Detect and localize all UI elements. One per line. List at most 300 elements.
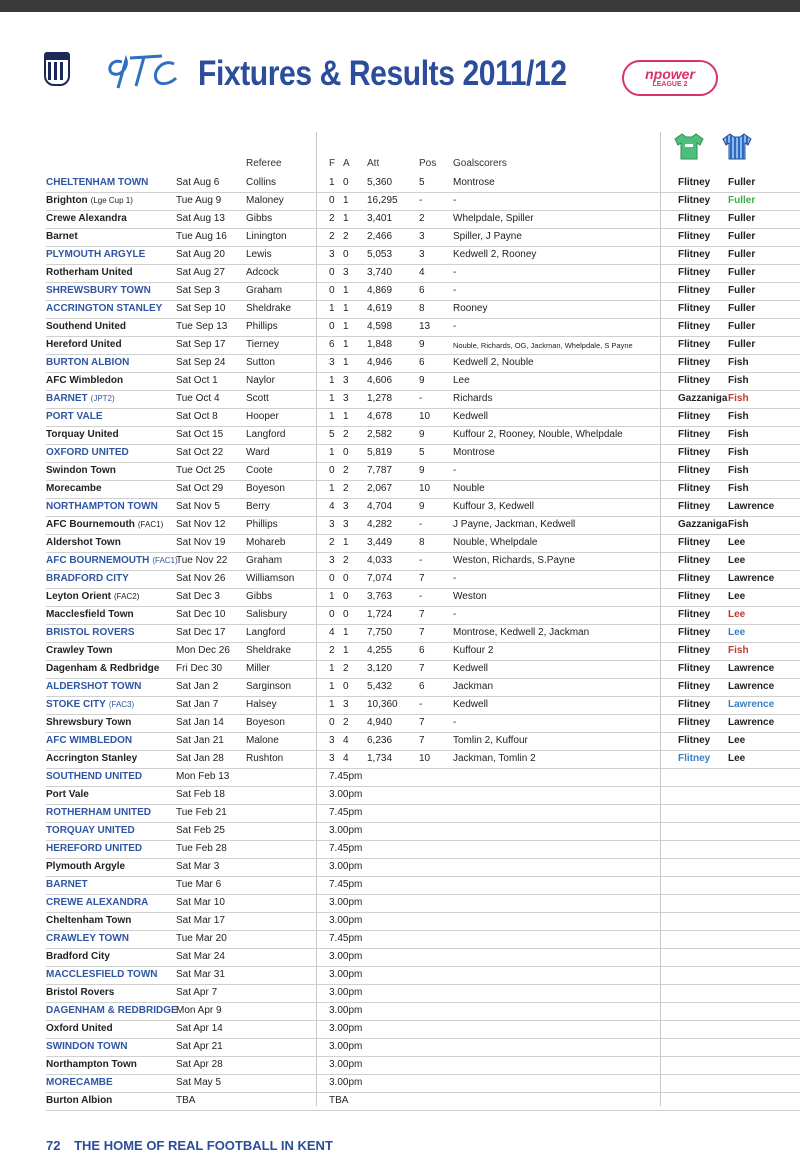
goals-against-cell: 0	[343, 591, 349, 602]
date-cell: Sat Mar 31	[176, 969, 225, 980]
kickoff-time-cell: TBA	[329, 1095, 349, 1106]
goalscorers-cell: Lee	[453, 375, 470, 386]
captain-cell: Fish	[728, 393, 749, 404]
goalscorers-cell: -	[453, 267, 457, 278]
goalkeeper-cell: Flitney	[678, 501, 711, 512]
league-position-cell: 6	[419, 357, 425, 368]
fixture-row	[46, 480, 800, 499]
goals-for-cell: 1	[329, 177, 335, 188]
date-cell: Sat Jan 14	[176, 717, 224, 728]
opponent-cell	[46, 1005, 178, 1016]
competition-tag: (FAC1)	[137, 520, 164, 529]
opponent-name: STOKE CITY	[46, 699, 106, 710]
date-cell: Sat Mar 24	[176, 951, 225, 962]
date-cell: Sat Sep 10	[176, 303, 226, 314]
goalscorers-cell: Spiller, J Payne	[453, 231, 522, 242]
opponent-name: CREWE ALEXANDRA	[46, 897, 149, 908]
fixture-row	[46, 552, 800, 571]
opponent-name: AFC Bournemouth	[46, 519, 135, 530]
fixture-row	[46, 336, 800, 355]
date-cell: Sat Feb 25	[176, 825, 225, 836]
league-position-cell: 3	[419, 249, 425, 260]
goalkeeper-cell: Flitney	[678, 537, 711, 548]
league-position-cell: 7	[419, 627, 425, 638]
opponent-cell	[46, 915, 131, 926]
opponent-name: Barnet	[46, 231, 78, 242]
header-f: F	[329, 158, 336, 169]
opponent-cell	[46, 627, 135, 638]
opponent-cell	[46, 249, 145, 260]
goals-for-cell: 2	[329, 231, 335, 242]
goals-for-cell: 2	[329, 213, 335, 224]
opponent-name: Crewe Alexandra	[46, 213, 127, 224]
opponent-cell	[46, 735, 132, 746]
kickoff-time-cell: 3.00pm	[329, 789, 363, 800]
goalscorers-cell: Jackman	[453, 681, 494, 692]
league-position-cell: 9	[419, 375, 425, 386]
competition-tag: (Lge Cup 1)	[90, 196, 133, 205]
goalscorers-cell: Kedwell	[453, 663, 489, 674]
fixture-row	[46, 300, 800, 319]
goalkeeper-cell: Flitney	[678, 177, 711, 188]
goalscorers-cell: -	[453, 321, 457, 332]
sponsor-league: LEAGUE 2	[652, 81, 688, 88]
fixture-row	[46, 444, 800, 463]
goals-for-cell: 1	[329, 393, 335, 404]
goalkeeper-cell: Flitney	[678, 681, 711, 692]
fixture-row	[46, 732, 800, 751]
date-cell: Tue Oct 25	[176, 465, 226, 476]
goals-for-cell: 2	[329, 645, 335, 656]
date-cell: Sat Mar 10	[176, 897, 225, 908]
date-cell: Sat Apr 14	[176, 1023, 223, 1034]
kickoff-time-cell: 7.45pm	[329, 879, 363, 890]
date-cell: Sat Aug 27	[176, 267, 225, 278]
opponent-name: Burton Albion	[46, 1095, 113, 1106]
fixture-row	[46, 948, 800, 967]
goals-against-cell: 0	[343, 177, 349, 188]
goalkeeper-cell: Flitney	[678, 429, 711, 440]
goalscorers-cell: Whelpdale, Spiller	[453, 213, 534, 224]
referee-cell: Sheldrake	[246, 303, 292, 314]
opponent-cell	[46, 429, 119, 440]
opponent-cell	[46, 987, 114, 998]
goalkeeper-cell: Flitney	[678, 483, 711, 494]
goalkeeper-cell: Flitney	[678, 735, 711, 746]
goalscorers-cell: -	[453, 717, 457, 728]
captain-cell: Lee	[728, 609, 746, 620]
attendance-cell: 4,606	[367, 375, 393, 386]
referee-cell: Williamson	[246, 573, 295, 584]
league-position-cell: 13	[419, 321, 431, 332]
opponent-name: Bristol Rovers	[46, 987, 115, 998]
referee-cell: Sutton	[246, 357, 275, 368]
captain-cell: Fuller	[728, 267, 756, 278]
captain-cell: Fuller	[728, 285, 756, 296]
goalscorers-cell: -	[453, 465, 457, 476]
opponent-cell	[46, 843, 142, 854]
date-cell: Tue Aug 9	[176, 195, 222, 206]
opponent-name: Morecambe	[46, 483, 102, 494]
goals-against-cell: 4	[343, 753, 349, 764]
referee-cell: Linington	[246, 231, 287, 242]
opponent-cell	[46, 753, 137, 764]
fixture-row	[46, 1002, 800, 1021]
opponent-cell	[46, 303, 162, 314]
opponent-name: BRISTOL ROVERS	[46, 627, 135, 638]
league-position-cell: 10	[419, 483, 431, 494]
fixture-row	[46, 1056, 800, 1075]
goals-for-cell: 0	[329, 267, 335, 278]
opponent-name: Plymouth Argyle	[46, 861, 126, 872]
kickoff-time-cell: 3.00pm	[329, 987, 363, 998]
captain-cell: Fish	[728, 483, 749, 494]
goals-against-cell: 1	[343, 285, 349, 296]
goals-against-cell: 3	[343, 267, 349, 278]
opponent-name: HEREFORD UNITED	[46, 843, 143, 854]
attendance-cell: 4,946	[367, 357, 393, 368]
goals-for-cell: 1	[329, 663, 335, 674]
fixture-row	[46, 930, 800, 949]
date-cell: Sat Dec 10	[176, 609, 226, 620]
kickoff-time-cell: 3.00pm	[329, 915, 363, 926]
fixture-row	[46, 516, 800, 535]
opponent-name: BARNET	[46, 879, 88, 890]
league-position-cell: 3	[419, 231, 425, 242]
goals-for-cell: 1	[329, 411, 335, 422]
captain-cell: Fish	[728, 357, 749, 368]
fixture-row	[46, 750, 800, 769]
captain-cell: Fuller	[728, 195, 756, 206]
date-cell: Sat Jan 2	[176, 681, 219, 692]
opponent-cell	[46, 663, 159, 674]
opponent-name: Cheltenham Town	[46, 915, 132, 926]
goals-for-cell: 3	[329, 753, 335, 764]
goals-for-cell: 1	[329, 591, 335, 602]
fixture-row	[46, 1020, 800, 1039]
opponent-name: MORECAMBE	[46, 1077, 113, 1088]
opponent-name: MACCLESFIELD TOWN	[46, 969, 158, 980]
attendance-cell: 7,074	[367, 573, 393, 584]
kickoff-time-cell: 3.00pm	[329, 825, 363, 836]
league-position-cell: 5	[419, 447, 425, 458]
opponent-name: Brighton	[46, 195, 88, 206]
attendance-cell: 3,120	[367, 663, 393, 674]
goalscorers-cell: Kedwell 2, Rooney	[453, 249, 537, 260]
opponent-cell	[46, 1059, 137, 1070]
goals-against-cell: 2	[343, 231, 349, 242]
opponent-cell	[46, 645, 113, 656]
league-position-cell: 8	[419, 303, 425, 314]
opponent-name: Dagenham & Redbridge	[46, 663, 160, 674]
goalscorers-cell: Nouble, Whelpdale	[453, 537, 538, 548]
opponent-cell	[46, 699, 134, 710]
captain-cell: Fish	[728, 429, 749, 440]
opponent-name: DAGENHAM & REDBRIDGE	[46, 1005, 178, 1016]
goalkeeper-cell: Flitney	[678, 645, 711, 656]
league-position-cell: -	[419, 555, 423, 566]
fixture-row	[46, 282, 800, 301]
goals-for-cell: 4	[329, 627, 335, 638]
opponent-name: AFC BOURNEMOUTH	[46, 555, 150, 566]
goalscorers-cell: Kedwell	[453, 699, 489, 710]
captain-cell: Fish	[728, 519, 749, 530]
page-header	[0, 40, 800, 120]
date-cell: Sat Jan 28	[176, 753, 224, 764]
date-cell: Sat Aug 13	[176, 213, 225, 224]
kickoff-time-cell: 7.45pm	[329, 807, 363, 818]
goals-for-cell: 0	[329, 321, 335, 332]
captain-cell: Lawrence	[728, 681, 775, 692]
attendance-cell: 3,763	[367, 591, 393, 602]
league-position-cell: -	[419, 591, 423, 602]
referee-cell: Boyeson	[246, 717, 285, 728]
goals-against-cell: 2	[343, 663, 349, 674]
opponent-name: Oxford United	[46, 1023, 113, 1034]
opponent-cell	[46, 717, 131, 728]
competition-tag: (FAC1)	[152, 556, 178, 565]
goals-against-cell: 1	[343, 321, 349, 332]
goals-for-cell: 0	[329, 609, 335, 620]
opponent-cell	[46, 537, 121, 548]
attendance-cell: 10,360	[367, 699, 398, 710]
captain-cell: Fish	[728, 375, 749, 386]
attendance-cell: 4,704	[367, 501, 393, 512]
goals-for-cell: 1	[329, 681, 335, 692]
date-cell: Tue Oct 4	[176, 393, 220, 404]
header-referee: Referee	[246, 158, 282, 169]
kickoff-time-cell: 3.00pm	[329, 1059, 363, 1070]
fixture-row	[46, 390, 800, 409]
league-position-cell: 7	[419, 717, 425, 728]
captain-cell: Lee	[728, 735, 746, 746]
attendance-cell: 1,724	[367, 609, 393, 620]
opponent-cell	[46, 591, 139, 602]
date-cell: Sat Nov 26	[176, 573, 226, 584]
opponent-name: BARNET	[46, 393, 88, 404]
opponent-cell	[46, 267, 133, 278]
goalkeeper-cell: Flitney	[678, 411, 711, 422]
goals-against-cell: 0	[343, 447, 349, 458]
attendance-cell: 4,282	[367, 519, 393, 530]
league-position-cell: 10	[419, 411, 431, 422]
opponent-cell	[46, 465, 116, 476]
attendance-cell: 2,582	[367, 429, 393, 440]
attendance-cell: 1,734	[367, 753, 393, 764]
league-position-cell: 9	[419, 429, 425, 440]
opponent-name: CRAWLEY TOWN	[46, 933, 129, 944]
league-position-cell: 6	[419, 681, 425, 692]
opponent-cell	[46, 681, 141, 692]
goals-against-cell: 1	[343, 195, 349, 206]
header-att: Att	[367, 158, 380, 169]
green-goalkeeper-shirt-icon	[674, 132, 704, 160]
goalscorers-cell: Kedwell	[453, 411, 489, 422]
goals-against-cell: 1	[343, 357, 349, 368]
date-cell: Sat Mar 17	[176, 915, 225, 926]
goalscorers-cell: -	[453, 285, 457, 296]
league-position-cell: 8	[419, 537, 425, 548]
attendance-cell: 4,869	[367, 285, 393, 296]
attendance-cell: 4,678	[367, 411, 393, 422]
blue-striped-shirt-icon	[722, 132, 752, 160]
captain-cell: Fuller	[728, 213, 756, 224]
opponent-cell	[46, 573, 129, 584]
goalkeeper-cell: Flitney	[678, 267, 711, 278]
league-position-cell: 9	[419, 465, 425, 476]
fixture-row	[46, 1074, 800, 1093]
goals-for-cell: 3	[329, 519, 335, 530]
date-cell: Sat Oct 15	[176, 429, 224, 440]
date-cell: Sat Nov 12	[176, 519, 226, 530]
opponent-cell	[46, 285, 151, 296]
fixture-row	[46, 966, 800, 985]
goals-against-cell: 3	[343, 519, 349, 530]
date-cell: Mon Feb 13	[176, 771, 230, 782]
sponsor-brand: npower	[645, 66, 695, 82]
fixture-row	[46, 264, 800, 283]
opponent-name: CHELTENHAM TOWN	[46, 177, 149, 188]
opponent-name: ACCRINGTON STANLEY	[46, 303, 163, 314]
attendance-cell: 5,819	[367, 447, 393, 458]
referee-cell: Mohareb	[246, 537, 286, 548]
date-cell: Tue Mar 6	[176, 879, 222, 890]
attendance-cell: 1,278	[367, 393, 393, 404]
opponent-cell	[46, 501, 158, 512]
opponent-name: Southend United	[46, 321, 126, 332]
league-position-cell: 6	[419, 645, 425, 656]
fixture-row	[46, 354, 800, 373]
goalkeeper-cell: Flitney	[678, 339, 711, 350]
referee-cell: Sarginson	[246, 681, 292, 692]
page-footer	[46, 1138, 333, 1153]
league-position-cell: 9	[419, 501, 425, 512]
opponent-cell	[46, 231, 78, 242]
date-cell: Tue Nov 22	[176, 555, 228, 566]
goalkeeper-cell: Flitney	[678, 447, 711, 458]
opponent-name: Swindon Town	[46, 465, 116, 476]
opponent-cell	[46, 321, 126, 332]
date-cell: Sat Nov 19	[176, 537, 226, 548]
date-cell: Sat Sep 3	[176, 285, 220, 296]
attendance-cell: 5,360	[367, 177, 393, 188]
attendance-cell: 2,067	[367, 483, 393, 494]
goalscorers-cell: Montrose	[453, 447, 495, 458]
goalscorers-cell: Richards	[453, 393, 493, 404]
referee-cell: Maloney	[246, 195, 284, 206]
date-cell: Mon Dec 26	[176, 645, 230, 656]
league-position-cell: -	[419, 699, 423, 710]
league-position-cell: 7	[419, 609, 425, 620]
opponent-name: Crawley Town	[46, 645, 113, 656]
opponent-name: NORTHAMPTON TOWN	[46, 501, 158, 512]
goals-for-cell: 0	[329, 285, 335, 296]
kickoff-time-cell: 3.00pm	[329, 1005, 363, 1016]
referee-cell: Salisbury	[246, 609, 288, 620]
opponent-cell	[46, 357, 129, 368]
goalkeeper-cell: Flitney	[678, 321, 711, 332]
header-pos: Pos	[419, 158, 437, 169]
goalscorers-cell: Weston	[453, 591, 487, 602]
goals-against-cell: 3	[343, 501, 349, 512]
opponent-cell	[46, 447, 129, 458]
goalkeeper-cell: Flitney	[678, 465, 711, 476]
referee-cell: Malone	[246, 735, 279, 746]
referee-cell: Scott	[246, 393, 269, 404]
captain-cell: Fish	[728, 411, 749, 422]
league-position-cell: -	[419, 519, 423, 530]
footer-tagline: THE HOME OF REAL FOOTBALL IN KENT	[74, 1138, 333, 1153]
date-cell: Fri Dec 30	[176, 663, 223, 674]
kickoff-time-cell: 3.00pm	[329, 951, 363, 962]
fixture-row	[46, 642, 800, 661]
goals-for-cell: 6	[329, 339, 335, 350]
attendance-cell: 3,401	[367, 213, 393, 224]
captain-cell: Fuller	[728, 231, 756, 242]
goals-for-cell: 0	[329, 465, 335, 476]
goalscorers-cell: J Payne, Jackman, Kedwell	[453, 519, 576, 530]
captain-cell: Fuller	[728, 339, 756, 350]
date-cell: Tue Sep 13	[176, 321, 228, 332]
opponent-cell	[46, 861, 125, 872]
opponent-cell	[46, 519, 163, 530]
goals-against-cell: 1	[343, 411, 349, 422]
goals-for-cell: 3	[329, 555, 335, 566]
opponent-cell	[46, 609, 134, 620]
captain-cell: Lawrence	[728, 699, 775, 710]
kickoff-time-cell: 7.45pm	[329, 843, 363, 854]
date-cell: Sat Jan 7	[176, 699, 219, 710]
goals-against-cell: 2	[343, 465, 349, 476]
competition-tag: (FAC3)	[108, 700, 135, 709]
captain-cell: Lee	[728, 555, 746, 566]
goals-against-cell: 2	[343, 429, 349, 440]
fixture-row	[46, 534, 800, 553]
kickoff-time-cell: 7.45pm	[329, 771, 363, 782]
date-cell: Sat Apr 21	[176, 1041, 223, 1052]
captain-cell: Lee	[728, 591, 746, 602]
goalkeeper-cell: Flitney	[678, 555, 711, 566]
kickoff-time-cell: 3.00pm	[329, 969, 363, 980]
goalscorers-cell: Montrose, Kedwell 2, Jackman	[453, 627, 590, 638]
kickoff-time-cell: 7.45pm	[329, 933, 363, 944]
opponent-name: Northampton Town	[46, 1059, 137, 1070]
fixture-row	[46, 768, 800, 787]
goalkeeper-cell: Flitney	[678, 699, 711, 710]
opponent-cell	[46, 771, 142, 782]
fixture-row	[46, 894, 800, 913]
opponent-cell	[46, 825, 135, 836]
kickoff-time-cell: 3.00pm	[329, 1041, 363, 1052]
goalkeeper-cell: Flitney	[678, 303, 711, 314]
competition-tag: (FAC2)	[114, 592, 140, 601]
goalscorers-cell: -	[453, 573, 457, 584]
goals-against-cell: 2	[343, 483, 349, 494]
fixture-row	[46, 426, 800, 445]
opponent-name: Shrewsbury Town	[46, 717, 132, 728]
goals-for-cell: 1	[329, 375, 335, 386]
captain-cell: Fish	[728, 645, 749, 656]
captain-cell: Lee	[728, 753, 746, 764]
fixture-row	[46, 318, 800, 337]
goalscorers-cell: Weston, Richards, S.Payne	[453, 555, 576, 566]
goalkeeper-cell: Flitney	[678, 231, 711, 242]
attendance-cell: 7,750	[367, 627, 393, 638]
goalkeeper-cell: Flitney	[678, 195, 711, 206]
fixture-row	[46, 804, 800, 823]
header-goalscorers: Goalscorers	[453, 158, 507, 169]
goalscorers-cell: Tomlin 2, Kuffour	[453, 735, 528, 746]
